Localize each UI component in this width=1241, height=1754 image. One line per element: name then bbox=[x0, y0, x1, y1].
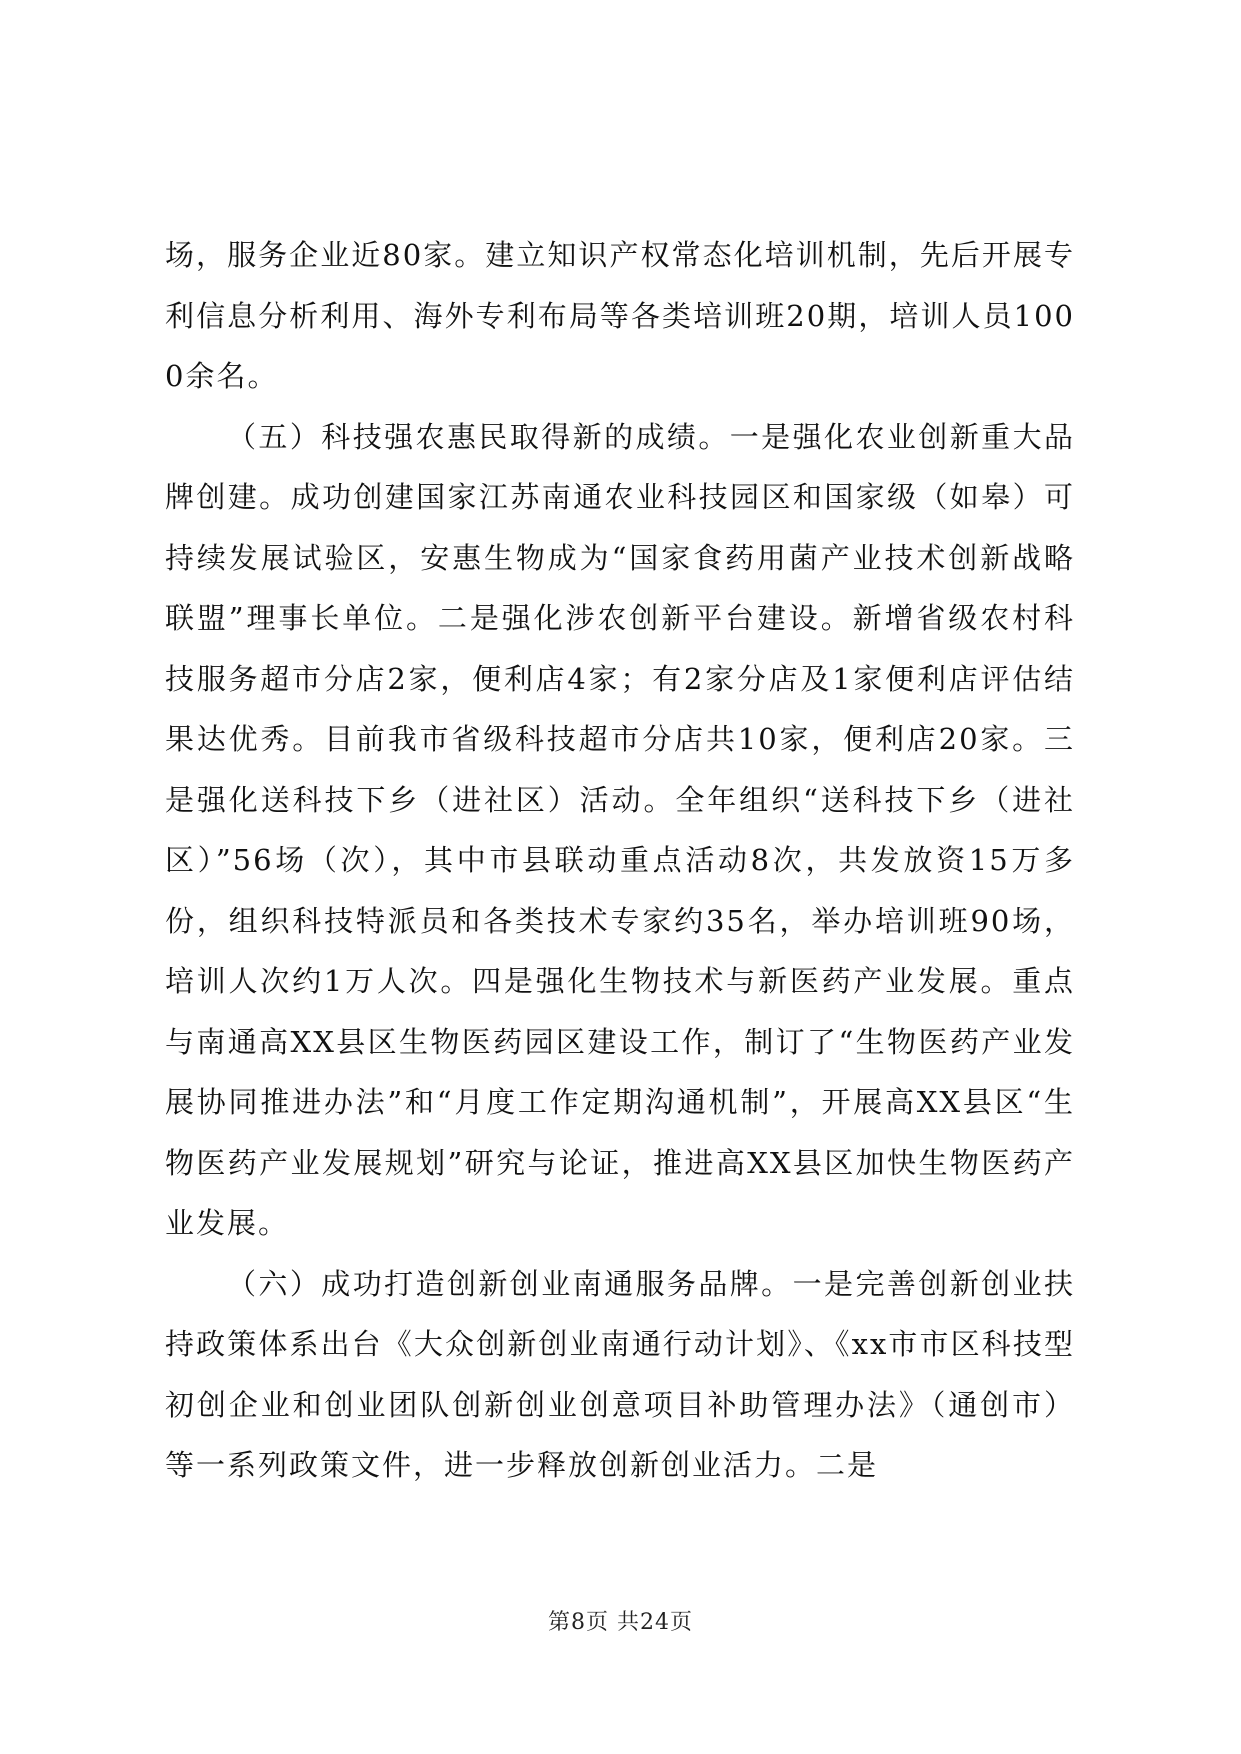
document-body bbox=[165, 225, 1075, 1496]
paragraph-section-five: （五）科技强农惠民取得新的成绩。一是强化农业创新重大品牌创建。成功创建国家江苏南通农业科技园区和国家级（如皋）可持续发展试验区，安惠生物成为“国家食药用菌产业技术创新战略联盟”理事长单位。二是强化涉农创新平台建设。新增省级农村科技服务超市分店2家，便利店4家；有2家分店及1家便利店评估结果达优秀。目前我市省级科技超市分店共10家，便利店20家。三是强化送科技下乡（进社区）活动。全年组织“送科技下乡（进社区）”56场（次），其中市县联动重点活动8次，共发放资15万多份，组织科技特派员和各类技术专家约35名，举办培训班90场，培训人次约1万人次。四是强化生物技术与新医药产业发展。重点与南通高XX县区生物医药园区建设工作，制订了“生物医药产业发展协同推进办法”和“月度工作定期沟通机制”，开展高XX县区“生物医药产业发展规划”研究与论证，推进高XX县区加快生物医药产业发展。 bbox=[165, 419, 1075, 1240]
page-number-footer: 第8页 共24页 bbox=[548, 1610, 693, 1635]
paragraph-section-six: （六）成功打造创新创业南通服务品牌。一是完善创新创业扶持政策体系出台《大众创新创业南通行动计划》、《xx市市区科技型初创企业和创业团队创新创业创意项目补助管理办法》（通创市）等一系列政策文件，进一步释放创新创业活力。二是 bbox=[165, 1266, 1075, 1482]
paragraph-continuation: 场，服务企业近80家。建立知识产权常态化培训机制，先后开展专利信息分析利用、海外专利布局等各类培训班20期，培训人员1000余名。 bbox=[165, 238, 1075, 393]
